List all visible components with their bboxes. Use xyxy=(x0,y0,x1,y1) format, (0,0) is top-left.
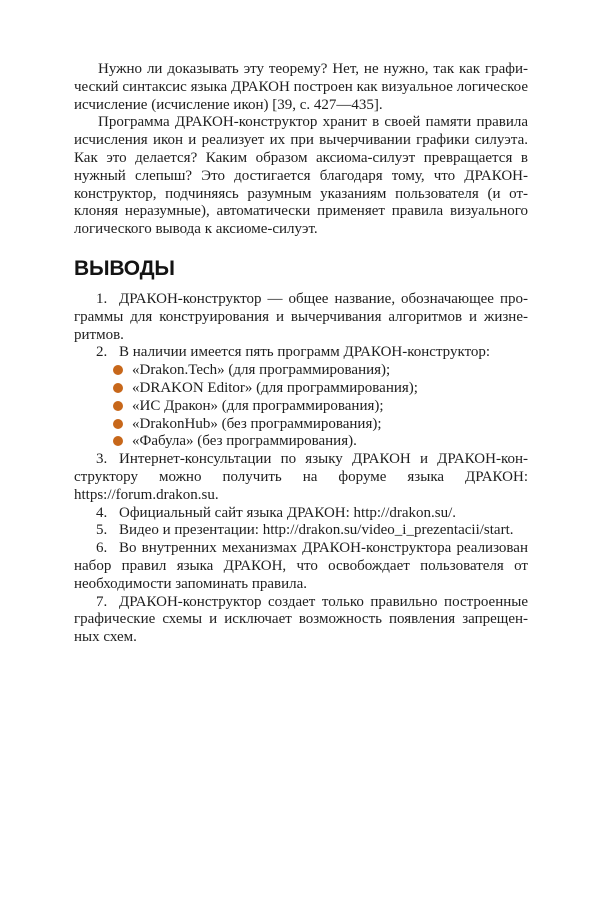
item-number: 5. xyxy=(96,522,108,539)
conclusion-item-paragraph xyxy=(74,451,528,504)
item-text: Видео и презентации: http://drakon.su/video_i_prezentacii/start. xyxy=(119,522,514,539)
conclusion-item-paragraph xyxy=(74,505,528,523)
item-number: 6. xyxy=(96,540,108,557)
bullet-dot-icon xyxy=(113,383,123,393)
program-list-item xyxy=(74,416,528,434)
conclusion-item-3 xyxy=(74,451,528,504)
program-list-item-label: «DRAKON Editor» (для программирования); xyxy=(132,379,418,396)
program-list-item-label: «ИС Дракон» (для программирования); xyxy=(132,397,384,414)
bullet-dot-icon xyxy=(113,419,123,429)
program-list-item-label: «DrakonHub» (без программирования); xyxy=(132,415,382,432)
conclusions-list xyxy=(74,291,528,647)
conclusion-item-5 xyxy=(74,522,528,540)
item-text: Во внутренних механизмах ДРАКОН-конструктора реализован набор правил языка ДРАКОН, что освобождает пользователя от необходимости запоминать правила. xyxy=(74,540,528,592)
conclusion-item-paragraph xyxy=(74,540,528,593)
program-list-item-label: «Drakon.Tech» (для программирования); xyxy=(132,362,391,379)
intro-paragraph-2: Программа ДРАКОН-конструктор хранит в своей памяти правила исчисления икон и реализует их при вычерчивании графики силуэта. Как это делается? Каким образом аксиома-силуэт превращается в нужный слепыш? Это достигается благодаря тому, что ДРАКОН-конструктор, подчиняясь разумным указаниям пользователя (и отклоняя неразумные), автоматически применяет правила визуального логического вывода к аксиоме-силуэт. xyxy=(74,114,528,238)
conclusion-item-1 xyxy=(74,291,528,344)
conclusion-item-paragraph xyxy=(74,344,528,362)
conclusion-item-paragraph xyxy=(74,522,528,540)
conclusion-item-paragraph xyxy=(74,594,528,647)
item-number: 4. xyxy=(96,504,108,521)
bullet-dot-icon xyxy=(113,365,123,375)
program-list-item xyxy=(74,398,528,416)
program-list-item xyxy=(74,433,528,451)
item-number: 2. xyxy=(96,344,108,361)
program-list xyxy=(74,362,528,451)
conclusion-item-7 xyxy=(74,594,528,647)
conclusion-item-6 xyxy=(74,540,528,593)
conclusion-item-paragraph xyxy=(74,291,528,344)
item-text: ДРАКОН-конструктор создает только правильно построенные графические схемы и исключает возможность появления запрещенных схем. xyxy=(74,593,528,646)
intro-paragraph-1: Нужно ли доказывать эту теорему? Нет, не нужно, так как графический синтаксис языка ДРАКОН построен как визуальное логическое исчисление (исчисление икон) [39, с. 427—435]. xyxy=(74,61,528,113)
item-text: Официальный сайт языка ДРАКОН: http://drakon.su/. xyxy=(119,504,457,521)
item-number: 7. xyxy=(96,593,108,610)
program-list-item xyxy=(74,380,528,398)
item-number: 1. xyxy=(96,290,108,307)
section-heading: ВЫВОДЫ xyxy=(74,256,175,280)
program-list-item-label: «Фабула» (без программирования). xyxy=(132,433,357,450)
item-number: 3. xyxy=(96,451,108,468)
item-text: Интернет-консультации по языку ДРАКОН и ДРАКОН-конструктору можно получить на форуме языка ДРАКОН: https://forum.drakon.su. xyxy=(74,451,528,503)
program-list-item xyxy=(74,362,528,380)
bullet-dot-icon xyxy=(113,436,123,446)
item-text: В наличии имеется пять программ ДРАКОН-конструктор: xyxy=(119,344,491,361)
bullet-dot-icon xyxy=(113,401,123,411)
conclusion-item-2 xyxy=(74,344,528,451)
conclusion-item-4 xyxy=(74,505,528,523)
item-text: ДРАКОН-конструктор — общее название, обозначающее программы для конструирования и вычерчивания алгоритмов и жизнеритмов. xyxy=(74,290,528,343)
